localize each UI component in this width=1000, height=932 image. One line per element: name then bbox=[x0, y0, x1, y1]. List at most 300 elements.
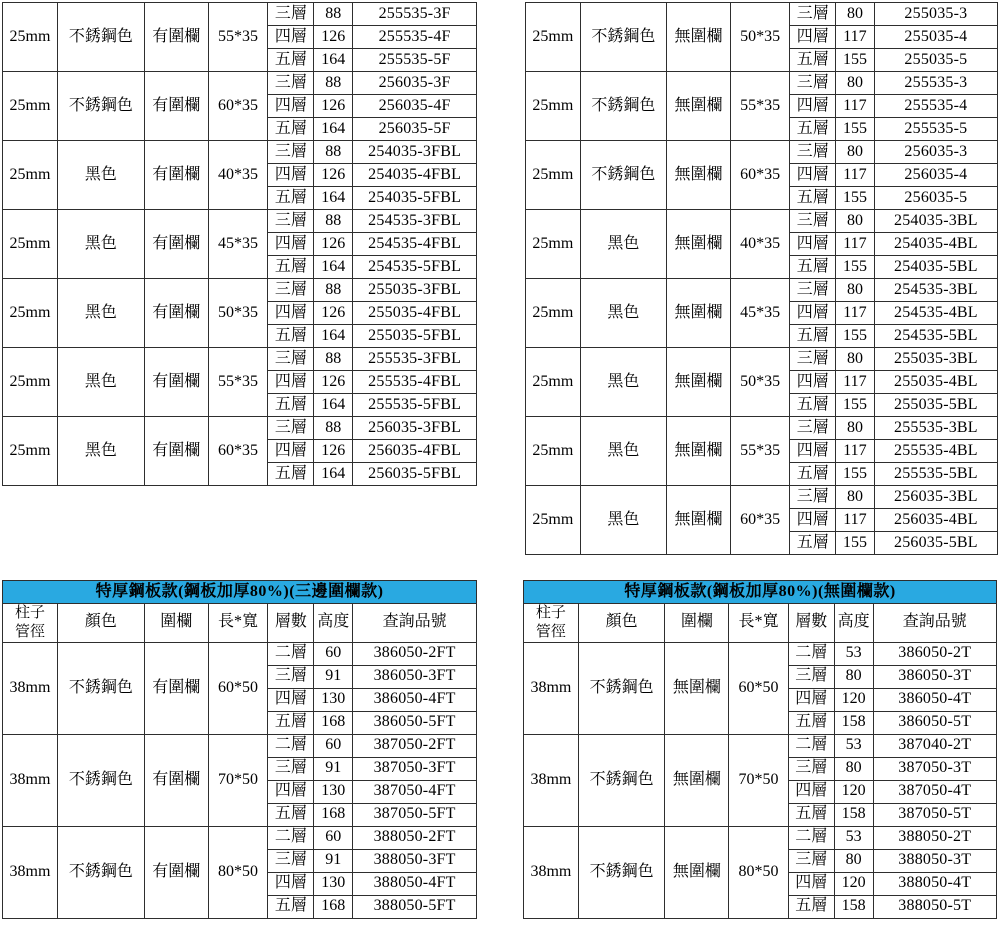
cell-color: 黑色 bbox=[57, 348, 144, 417]
cell-layer: 二層 bbox=[788, 642, 834, 665]
cell-fence: 無圍欄 bbox=[665, 826, 729, 918]
cell-dimensions: 40*35 bbox=[208, 141, 268, 210]
header-fence: 圍欄 bbox=[665, 604, 729, 643]
spec-table-38mm-thick-no-fence bbox=[523, 580, 997, 919]
header-pipe-line2: 管徑 bbox=[535, 623, 566, 640]
cell-layer: 三層 bbox=[790, 72, 836, 95]
cell-pipe-size: 25mm bbox=[526, 3, 581, 72]
table-row bbox=[524, 826, 997, 849]
cell-code: 256035-4FBL bbox=[353, 440, 477, 463]
cell-color: 黑色 bbox=[57, 141, 144, 210]
cell-layer: 三層 bbox=[268, 849, 314, 872]
cell-height: 80 bbox=[836, 348, 875, 371]
cell-dimensions: 45*35 bbox=[208, 210, 268, 279]
cell-code: 388050-5FT bbox=[353, 895, 477, 918]
cell-code: 256035-4BL bbox=[874, 509, 997, 532]
cell-color: 黑色 bbox=[580, 279, 666, 348]
cell-fence: 有圍欄 bbox=[144, 734, 208, 826]
cell-code: 387050-5T bbox=[873, 803, 997, 826]
cell-dimensions: 60*50 bbox=[208, 642, 268, 734]
cell-layer: 三層 bbox=[790, 141, 836, 164]
cell-code: 387050-4FT bbox=[353, 780, 477, 803]
cell-layer: 四層 bbox=[790, 509, 836, 532]
cell-code: 256035-5F bbox=[353, 118, 477, 141]
cell-layer: 四層 bbox=[788, 780, 834, 803]
cell-layer: 五層 bbox=[788, 895, 834, 918]
cell-height: 120 bbox=[834, 872, 873, 895]
cell-fence: 有圍欄 bbox=[144, 826, 208, 918]
cell-height: 126 bbox=[314, 371, 353, 394]
cell-height: 88 bbox=[314, 210, 353, 233]
cell-code: 256035-3BL bbox=[874, 486, 997, 509]
cell-height: 158 bbox=[834, 895, 873, 918]
cell-pipe-size: 25mm bbox=[3, 417, 58, 486]
cell-layer: 三層 bbox=[788, 849, 834, 872]
cell-dimensions: 70*50 bbox=[208, 734, 268, 826]
header-layers: 層數 bbox=[268, 604, 314, 643]
cell-layer: 二層 bbox=[268, 734, 314, 757]
cell-code: 388050-3FT bbox=[353, 849, 477, 872]
cell-code: 256035-5 bbox=[874, 187, 997, 210]
cell-layer: 四層 bbox=[790, 302, 836, 325]
cell-pipe-size: 38mm bbox=[524, 826, 579, 918]
cell-layer: 三層 bbox=[268, 210, 314, 233]
cell-color: 不銹鋼色 bbox=[57, 72, 144, 141]
cell-layer: 三層 bbox=[790, 417, 836, 440]
cell-code: 256035-3 bbox=[874, 141, 997, 164]
cell-fence: 無圍欄 bbox=[667, 417, 731, 486]
cell-code: 256035-5BL bbox=[874, 532, 997, 555]
cell-height: 126 bbox=[314, 302, 353, 325]
cell-layer: 五層 bbox=[268, 187, 314, 210]
table-row bbox=[3, 141, 477, 164]
cell-layer: 二層 bbox=[268, 642, 314, 665]
table-title: 特厚鋼板款(鋼板加厚80%)(無圍欄款) bbox=[524, 581, 997, 604]
cell-height: 126 bbox=[314, 26, 353, 49]
cell-height: 88 bbox=[314, 141, 353, 164]
cell-layer: 三層 bbox=[790, 3, 836, 26]
table-row bbox=[526, 486, 998, 509]
cell-height: 88 bbox=[314, 348, 353, 371]
cell-layer: 五層 bbox=[268, 256, 314, 279]
cell-fence: 無圍欄 bbox=[665, 642, 729, 734]
cell-layer: 四層 bbox=[268, 872, 314, 895]
cell-height: 117 bbox=[836, 440, 875, 463]
header-product-code: 查詢品號 bbox=[873, 604, 997, 643]
cell-color: 黑色 bbox=[580, 348, 666, 417]
cell-layer: 五層 bbox=[790, 49, 836, 72]
cell-height: 164 bbox=[314, 325, 353, 348]
cell-pipe-size: 25mm bbox=[3, 141, 58, 210]
cell-fence: 有圍欄 bbox=[144, 141, 208, 210]
cell-layer: 四層 bbox=[790, 164, 836, 187]
table-row bbox=[526, 3, 998, 26]
cell-layer: 四層 bbox=[790, 95, 836, 118]
cell-code: 256035-4F bbox=[353, 95, 477, 118]
table-title: 特厚鋼板款(鋼板加厚80%)(三邊圍欄款) bbox=[3, 581, 477, 604]
header-color: 顏色 bbox=[57, 604, 144, 643]
cell-code: 255535-4 bbox=[874, 95, 997, 118]
cell-height: 158 bbox=[834, 711, 873, 734]
cell-code: 386050-5FT bbox=[353, 711, 477, 734]
cell-code: 256035-3F bbox=[353, 72, 477, 95]
cell-layer: 四層 bbox=[790, 26, 836, 49]
cell-height: 91 bbox=[314, 665, 353, 688]
cell-layer: 五層 bbox=[268, 895, 314, 918]
cell-dimensions: 80*50 bbox=[208, 826, 268, 918]
cell-layer: 三層 bbox=[790, 279, 836, 302]
cell-layer: 四層 bbox=[788, 688, 834, 711]
cell-height: 164 bbox=[314, 187, 353, 210]
cell-code: 255535-5FBL bbox=[353, 394, 477, 417]
cell-height: 80 bbox=[836, 486, 875, 509]
cell-code: 254535-5FBL bbox=[353, 256, 477, 279]
cell-fence: 無圍欄 bbox=[667, 486, 731, 555]
cell-layer: 四層 bbox=[790, 233, 836, 256]
cell-layer: 五層 bbox=[790, 256, 836, 279]
header-pipe-diameter bbox=[524, 604, 579, 643]
table-row bbox=[526, 141, 998, 164]
cell-fence: 無圍欄 bbox=[667, 141, 731, 210]
cell-code: 387050-3FT bbox=[353, 757, 477, 780]
cell-layer: 三層 bbox=[268, 348, 314, 371]
cell-height: 126 bbox=[314, 233, 353, 256]
cell-height: 168 bbox=[314, 711, 353, 734]
cell-height: 120 bbox=[834, 780, 873, 803]
cell-pipe-size: 25mm bbox=[3, 3, 58, 72]
cell-layer: 三層 bbox=[268, 141, 314, 164]
cell-code: 255035-4BL bbox=[874, 371, 997, 394]
cell-fence: 有圍欄 bbox=[144, 3, 208, 72]
cell-code: 255535-3 bbox=[874, 72, 997, 95]
cell-code: 386050-4T bbox=[873, 688, 997, 711]
cell-fence: 有圍欄 bbox=[144, 72, 208, 141]
header-pipe-line2: 管徑 bbox=[14, 623, 45, 640]
cell-layer: 三層 bbox=[788, 757, 834, 780]
cell-pipe-size: 25mm bbox=[526, 279, 581, 348]
cell-layer: 二層 bbox=[268, 826, 314, 849]
table-row bbox=[3, 72, 477, 95]
cell-dimensions: 55*35 bbox=[208, 348, 268, 417]
cell-layer: 五層 bbox=[268, 803, 314, 826]
cell-layer: 五層 bbox=[268, 49, 314, 72]
cell-dimensions: 55*35 bbox=[730, 72, 789, 141]
spec-table-25mm-no-fence bbox=[525, 2, 998, 555]
spec-table-38mm-thick-with-fence bbox=[2, 580, 477, 919]
spec-table-25mm-with-fence bbox=[2, 2, 477, 486]
table-row bbox=[524, 642, 997, 665]
cell-fence: 無圍欄 bbox=[667, 348, 731, 417]
cell-color: 不銹鋼色 bbox=[57, 3, 144, 72]
cell-color: 不銹鋼色 bbox=[580, 72, 666, 141]
cell-code: 255535-5 bbox=[874, 118, 997, 141]
cell-dimensions: 80*50 bbox=[729, 826, 789, 918]
cell-height: 117 bbox=[836, 95, 875, 118]
header-color: 顏色 bbox=[578, 604, 665, 643]
table-row bbox=[526, 417, 998, 440]
table-row bbox=[3, 210, 477, 233]
cell-code: 254035-3BL bbox=[874, 210, 997, 233]
cell-code: 386050-3T bbox=[873, 665, 997, 688]
cell-fence: 有圍欄 bbox=[144, 279, 208, 348]
cell-code: 254035-5BL bbox=[874, 256, 997, 279]
cell-fence: 無圍欄 bbox=[667, 72, 731, 141]
cell-height: 60 bbox=[314, 826, 353, 849]
cell-code: 255035-5FBL bbox=[353, 325, 477, 348]
header-pipe-line1: 柱子 bbox=[535, 605, 566, 621]
cell-height: 155 bbox=[836, 49, 875, 72]
cell-code: 255535-4F bbox=[353, 26, 477, 49]
header-dimensions: 長*寬 bbox=[729, 604, 789, 643]
cell-code: 254535-4FBL bbox=[353, 233, 477, 256]
cell-pipe-size: 25mm bbox=[526, 141, 581, 210]
table-row bbox=[3, 279, 477, 302]
cell-code: 256035-3FBL bbox=[353, 417, 477, 440]
cell-layer: 二層 bbox=[788, 826, 834, 849]
header-height: 高度 bbox=[834, 604, 873, 643]
cell-dimensions: 60*35 bbox=[730, 486, 789, 555]
cell-height: 80 bbox=[834, 757, 873, 780]
cell-code: 255535-3F bbox=[353, 3, 477, 26]
cell-height: 155 bbox=[836, 118, 875, 141]
table-row bbox=[526, 210, 998, 233]
cell-dimensions: 40*35 bbox=[730, 210, 789, 279]
cell-code: 254535-5BL bbox=[874, 325, 997, 348]
cell-code: 255035-5 bbox=[874, 49, 997, 72]
cell-pipe-size: 38mm bbox=[524, 642, 579, 734]
cell-pipe-size: 38mm bbox=[3, 826, 58, 918]
cell-color: 不銹鋼色 bbox=[578, 734, 665, 826]
cell-height: 60 bbox=[314, 734, 353, 757]
cell-pipe-size: 25mm bbox=[526, 417, 581, 486]
cell-height: 164 bbox=[314, 463, 353, 486]
cell-code: 254035-4FBL bbox=[353, 164, 477, 187]
cell-dimensions: 50*35 bbox=[730, 348, 789, 417]
cell-color: 不銹鋼色 bbox=[580, 141, 666, 210]
cell-height: 164 bbox=[314, 118, 353, 141]
cell-height: 164 bbox=[314, 256, 353, 279]
cell-dimensions: 55*35 bbox=[208, 3, 268, 72]
cell-code: 254535-3BL bbox=[874, 279, 997, 302]
cell-fence: 有圍欄 bbox=[144, 210, 208, 279]
cell-height: 53 bbox=[834, 734, 873, 757]
cell-code: 255035-3 bbox=[874, 3, 997, 26]
cell-color: 不銹鋼色 bbox=[580, 3, 666, 72]
cell-pipe-size: 25mm bbox=[3, 279, 58, 348]
table-row bbox=[3, 642, 477, 665]
cell-code: 255535-3BL bbox=[874, 417, 997, 440]
cell-height: 130 bbox=[314, 780, 353, 803]
cell-layer: 五層 bbox=[790, 532, 836, 555]
cell-code: 255035-3BL bbox=[874, 348, 997, 371]
cell-code: 256035-5FBL bbox=[353, 463, 477, 486]
header-layers: 層數 bbox=[788, 604, 834, 643]
cell-layer: 四層 bbox=[268, 688, 314, 711]
cell-height: 130 bbox=[314, 688, 353, 711]
cell-code: 388050-4FT bbox=[353, 872, 477, 895]
cell-code: 254035-3FBL bbox=[353, 141, 477, 164]
cell-code: 387040-2T bbox=[873, 734, 997, 757]
cell-code: 387050-2FT bbox=[353, 734, 477, 757]
cell-layer: 五層 bbox=[268, 463, 314, 486]
cell-layer: 二層 bbox=[788, 734, 834, 757]
cell-dimensions: 60*50 bbox=[729, 642, 789, 734]
cell-code: 386050-2FT bbox=[353, 642, 477, 665]
cell-dimensions: 50*35 bbox=[208, 279, 268, 348]
cell-layer: 三層 bbox=[790, 210, 836, 233]
cell-height: 80 bbox=[836, 279, 875, 302]
cell-code: 387050-4T bbox=[873, 780, 997, 803]
cell-layer: 五層 bbox=[268, 394, 314, 417]
cell-layer: 五層 bbox=[268, 711, 314, 734]
header-dimensions: 長*寬 bbox=[208, 604, 268, 643]
cell-dimensions: 70*50 bbox=[729, 734, 789, 826]
cell-height: 158 bbox=[834, 803, 873, 826]
cell-height: 168 bbox=[314, 803, 353, 826]
cell-height: 164 bbox=[314, 49, 353, 72]
cell-height: 80 bbox=[836, 417, 875, 440]
cell-code: 255035-5BL bbox=[874, 394, 997, 417]
cell-height: 60 bbox=[314, 642, 353, 665]
cell-color: 不銹鋼色 bbox=[578, 642, 665, 734]
cell-layer: 五層 bbox=[790, 187, 836, 210]
cell-code: 387050-5FT bbox=[353, 803, 477, 826]
cell-color: 黑色 bbox=[57, 417, 144, 486]
cell-code: 254035-5FBL bbox=[353, 187, 477, 210]
cell-layer: 五層 bbox=[268, 118, 314, 141]
cell-code: 388050-3T bbox=[873, 849, 997, 872]
cell-layer: 四層 bbox=[268, 302, 314, 325]
cell-layer: 四層 bbox=[268, 26, 314, 49]
cell-fence: 無圍欄 bbox=[667, 210, 731, 279]
cell-code: 255035-3FBL bbox=[353, 279, 477, 302]
cell-color: 不銹鋼色 bbox=[57, 734, 144, 826]
cell-dimensions: 50*35 bbox=[730, 3, 789, 72]
cell-dimensions: 60*35 bbox=[730, 141, 789, 210]
cell-layer: 三層 bbox=[788, 665, 834, 688]
cell-layer: 三層 bbox=[268, 417, 314, 440]
cell-height: 117 bbox=[836, 233, 875, 256]
table-row bbox=[3, 417, 477, 440]
cell-layer: 四層 bbox=[268, 95, 314, 118]
cell-height: 126 bbox=[314, 95, 353, 118]
cell-height: 164 bbox=[314, 394, 353, 417]
table-row bbox=[526, 279, 998, 302]
cell-layer: 四層 bbox=[268, 440, 314, 463]
cell-height: 117 bbox=[836, 371, 875, 394]
cell-color: 黑色 bbox=[580, 486, 666, 555]
cell-height: 117 bbox=[836, 26, 875, 49]
cell-layer: 五層 bbox=[790, 118, 836, 141]
cell-code: 386050-3FT bbox=[353, 665, 477, 688]
cell-pipe-size: 25mm bbox=[526, 348, 581, 417]
cell-color: 不銹鋼色 bbox=[57, 826, 144, 918]
cell-pipe-size: 25mm bbox=[526, 210, 581, 279]
cell-code: 255035-4FBL bbox=[353, 302, 477, 325]
table-row bbox=[3, 826, 477, 849]
cell-dimensions: 60*35 bbox=[208, 417, 268, 486]
cell-layer: 五層 bbox=[788, 803, 834, 826]
cell-pipe-size: 25mm bbox=[3, 210, 58, 279]
table-row bbox=[3, 3, 477, 26]
cell-height: 80 bbox=[836, 3, 875, 26]
table-row bbox=[524, 734, 997, 757]
cell-color: 黑色 bbox=[57, 279, 144, 348]
cell-layer: 三層 bbox=[268, 665, 314, 688]
cell-color: 黑色 bbox=[580, 210, 666, 279]
cell-layer: 三層 bbox=[790, 348, 836, 371]
cell-height: 80 bbox=[834, 665, 873, 688]
cell-code: 386050-5T bbox=[873, 711, 997, 734]
cell-layer: 四層 bbox=[268, 780, 314, 803]
cell-layer: 四層 bbox=[268, 371, 314, 394]
cell-code: 388050-4T bbox=[873, 872, 997, 895]
cell-layer: 三層 bbox=[268, 3, 314, 26]
cell-pipe-size: 25mm bbox=[526, 72, 581, 141]
cell-code: 255535-3FBL bbox=[353, 348, 477, 371]
cell-height: 155 bbox=[836, 325, 875, 348]
cell-pipe-size: 25mm bbox=[526, 486, 581, 555]
cell-height: 155 bbox=[836, 532, 875, 555]
cell-height: 155 bbox=[836, 256, 875, 279]
table-row bbox=[3, 348, 477, 371]
cell-layer: 三層 bbox=[790, 486, 836, 509]
cell-pipe-size: 25mm bbox=[3, 72, 58, 141]
cell-height: 117 bbox=[836, 509, 875, 532]
cell-color: 不銹鋼色 bbox=[578, 826, 665, 918]
cell-pipe-size: 38mm bbox=[524, 734, 579, 826]
cell-height: 88 bbox=[314, 72, 353, 95]
cell-height: 80 bbox=[836, 72, 875, 95]
cell-height: 155 bbox=[836, 463, 875, 486]
cell-height: 53 bbox=[834, 642, 873, 665]
cell-layer: 四層 bbox=[788, 872, 834, 895]
cell-fence: 有圍欄 bbox=[144, 642, 208, 734]
header-height: 高度 bbox=[314, 604, 353, 643]
cell-pipe-size: 38mm bbox=[3, 734, 58, 826]
cell-code: 254035-4BL bbox=[874, 233, 997, 256]
cell-layer: 五層 bbox=[268, 325, 314, 348]
cell-code: 388050-2T bbox=[873, 826, 997, 849]
cell-height: 91 bbox=[314, 849, 353, 872]
cell-height: 155 bbox=[836, 187, 875, 210]
cell-height: 80 bbox=[834, 849, 873, 872]
cell-fence: 無圍欄 bbox=[667, 279, 731, 348]
header-fence: 圍欄 bbox=[144, 604, 208, 643]
cell-fence: 有圍欄 bbox=[144, 348, 208, 417]
table-row bbox=[526, 348, 998, 371]
cell-height: 130 bbox=[314, 872, 353, 895]
cell-height: 120 bbox=[834, 688, 873, 711]
cell-color: 不銹鋼色 bbox=[57, 642, 144, 734]
cell-code: 255535-5F bbox=[353, 49, 477, 72]
cell-dimensions: 60*35 bbox=[208, 72, 268, 141]
cell-code: 256035-4 bbox=[874, 164, 997, 187]
cell-fence: 有圍欄 bbox=[144, 417, 208, 486]
cell-height: 117 bbox=[836, 302, 875, 325]
cell-code: 388050-2FT bbox=[353, 826, 477, 849]
cell-height: 117 bbox=[836, 164, 875, 187]
cell-pipe-size: 25mm bbox=[3, 348, 58, 417]
header-pipe-line1: 柱子 bbox=[14, 605, 45, 621]
cell-layer: 四層 bbox=[790, 440, 836, 463]
cell-fence: 無圍欄 bbox=[665, 734, 729, 826]
cell-code: 255535-4FBL bbox=[353, 371, 477, 394]
cell-layer: 五層 bbox=[788, 711, 834, 734]
cell-height: 91 bbox=[314, 757, 353, 780]
cell-fence: 無圍欄 bbox=[667, 3, 731, 72]
cell-code: 255535-5BL bbox=[874, 463, 997, 486]
